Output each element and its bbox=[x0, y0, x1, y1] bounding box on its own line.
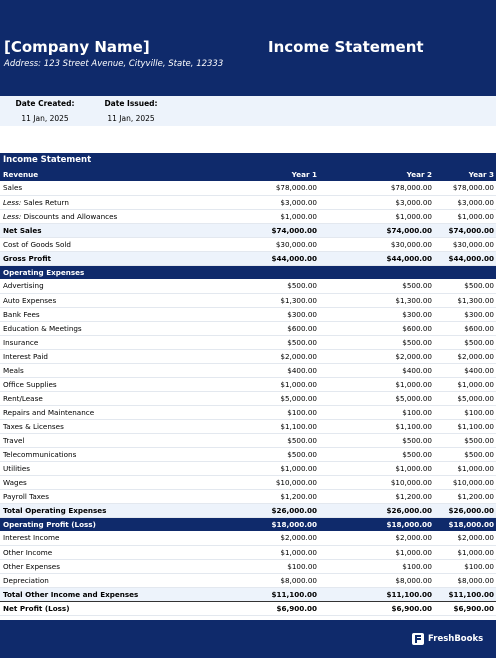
column-header-revenue: Revenue bbox=[0, 167, 204, 181]
row-label bbox=[0, 531, 204, 545]
year-3-value: $11,100.00 bbox=[434, 587, 496, 601]
year-1-value: $600.00 bbox=[204, 321, 319, 335]
row-label-text: Depreciation bbox=[3, 575, 49, 585]
row-label bbox=[0, 503, 204, 517]
row-label-text: Bank Fees bbox=[3, 309, 40, 319]
year-3-value: $10,000.00 bbox=[434, 475, 496, 489]
table-row bbox=[0, 447, 496, 461]
row-label-text: Auto Expenses bbox=[3, 295, 57, 305]
row-label-text: Cost of Goods Sold bbox=[3, 239, 71, 249]
year-2-value: $1,000.00 bbox=[319, 377, 434, 391]
year-1-value: $6,900.00 bbox=[204, 601, 319, 615]
year-2-value: $6,900.00 bbox=[319, 601, 434, 615]
total-operating-expenses-row bbox=[0, 503, 496, 517]
year-3-value: $1,100.00 bbox=[434, 419, 496, 433]
year-1-value: $500.00 bbox=[204, 447, 319, 461]
year-3-value: $1,000.00 bbox=[434, 461, 496, 475]
year-1-value: $2,000.00 bbox=[204, 349, 319, 363]
column-header-row bbox=[0, 167, 496, 181]
year-3-value: $26,000.00 bbox=[434, 503, 496, 517]
net-profit-row bbox=[0, 601, 496, 615]
row-label-text: Telecommunications bbox=[3, 449, 77, 459]
year-2-value: $2,000.00 bbox=[319, 531, 434, 545]
freshbooks-logo-icon bbox=[412, 633, 424, 645]
year-1-value: $44,000.00 bbox=[204, 251, 319, 265]
year-2-value: $30,000.00 bbox=[319, 237, 434, 251]
date-issued-label: Date Issued: bbox=[104, 99, 158, 108]
row-label bbox=[0, 461, 204, 475]
year-1-value: $11,100.00 bbox=[204, 587, 319, 601]
row-label-text: Rent/Lease bbox=[3, 393, 43, 403]
row-label-prefix: Less: bbox=[3, 197, 22, 207]
year-3-value: $500.00 bbox=[434, 335, 496, 349]
year-1-value: $100.00 bbox=[204, 405, 319, 419]
row-label bbox=[0, 489, 204, 503]
year-3-value: $500.00 bbox=[434, 447, 496, 461]
row-label bbox=[0, 405, 204, 419]
row-label-text: Wages bbox=[3, 477, 27, 487]
year-2-value: $1,100.00 bbox=[319, 419, 434, 433]
statement-grid bbox=[0, 167, 496, 616]
year-2-value: $5,000.00 bbox=[319, 391, 434, 405]
row-label bbox=[0, 433, 204, 447]
year-3-value: $300.00 bbox=[434, 307, 496, 321]
table-row bbox=[0, 433, 496, 447]
year-1-value: $1,000.00 bbox=[204, 209, 319, 223]
row-label-text: Net Profit (Loss) bbox=[3, 603, 70, 613]
table-row bbox=[0, 363, 496, 377]
brand-name: FreshBooks bbox=[428, 634, 484, 644]
row-label bbox=[0, 391, 204, 405]
year-3-value: $1,000.00 bbox=[434, 377, 496, 391]
row-label-text: Sales bbox=[3, 183, 23, 193]
year-2-value: $100.00 bbox=[319, 405, 434, 419]
year-1-value: $400.00 bbox=[204, 363, 319, 377]
year-3-value: $100.00 bbox=[434, 405, 496, 419]
table-row bbox=[0, 573, 496, 587]
year-2-value: $8,000.00 bbox=[319, 573, 434, 587]
year-3-value: $1,300.00 bbox=[434, 293, 496, 307]
year-2-value: $100.00 bbox=[319, 559, 434, 573]
date-created bbox=[0, 96, 90, 124]
year-3-value: $6,900.00 bbox=[434, 601, 496, 615]
income-statement-table bbox=[0, 153, 496, 616]
column-header-year-2: Year 2 bbox=[319, 167, 434, 181]
table-row bbox=[0, 377, 496, 391]
row-label-text: Payroll Taxes bbox=[3, 491, 49, 501]
year-2-value: $18,000.00 bbox=[319, 517, 434, 531]
year-2-value: $600.00 bbox=[319, 321, 434, 335]
year-1-value: $5,000.00 bbox=[204, 391, 319, 405]
table-row bbox=[0, 321, 496, 335]
year-1-value: $100.00 bbox=[204, 559, 319, 573]
row-label bbox=[0, 349, 204, 363]
row-label bbox=[0, 223, 204, 237]
year-2-value: $44,000.00 bbox=[319, 251, 434, 265]
table-row bbox=[0, 349, 496, 363]
table-row bbox=[0, 419, 496, 433]
row-label-text: Operating Profit (Loss) bbox=[3, 519, 96, 529]
row-label-text: Repairs and Maintenance bbox=[3, 407, 95, 417]
row-label bbox=[0, 517, 204, 531]
column-header-year-1: Year 1 bbox=[204, 167, 319, 181]
row-label bbox=[0, 447, 204, 461]
year-1-value: $3,000.00 bbox=[204, 195, 319, 209]
table-row bbox=[0, 461, 496, 475]
year-3-value: $2,000.00 bbox=[434, 531, 496, 545]
row-label bbox=[0, 475, 204, 489]
year-3-value: $500.00 bbox=[434, 433, 496, 447]
row-label bbox=[0, 363, 204, 377]
page-header bbox=[0, 0, 496, 96]
year-1-value: $1,000.00 bbox=[204, 377, 319, 391]
year-1-value: $1,200.00 bbox=[204, 489, 319, 503]
table-row bbox=[0, 545, 496, 559]
row-label-text: Discounts and Allowances bbox=[21, 211, 118, 221]
row-label-text: Total Other Income and Expenses bbox=[3, 589, 139, 599]
year-2-value: $1,200.00 bbox=[319, 489, 434, 503]
year-1-value: $30,000.00 bbox=[204, 237, 319, 251]
row-label bbox=[0, 237, 204, 251]
year-3-value: $1,200.00 bbox=[434, 489, 496, 503]
year-1-value: $300.00 bbox=[204, 307, 319, 321]
year-2-value: $300.00 bbox=[319, 307, 434, 321]
table-row bbox=[0, 279, 496, 293]
row-label bbox=[0, 335, 204, 349]
table-row bbox=[0, 405, 496, 419]
row-label bbox=[0, 209, 204, 223]
year-2-value: $1,000.00 bbox=[319, 461, 434, 475]
table-row bbox=[0, 209, 496, 223]
row-label bbox=[0, 251, 204, 265]
row-label bbox=[0, 573, 204, 587]
table-row bbox=[0, 475, 496, 489]
table-row bbox=[0, 391, 496, 405]
row-label bbox=[0, 545, 204, 559]
year-3-value: $30,000.00 bbox=[434, 237, 496, 251]
row-label-text: Interest Paid bbox=[3, 351, 48, 361]
row-label-text: Other Expenses bbox=[3, 561, 60, 571]
year-1-value: $74,000.00 bbox=[204, 223, 319, 237]
year-1-value: $8,000.00 bbox=[204, 573, 319, 587]
year-1-value: $1,100.00 bbox=[204, 419, 319, 433]
row-label bbox=[0, 293, 204, 307]
table-row bbox=[0, 293, 496, 307]
operating-profit-row bbox=[0, 517, 496, 531]
year-1-value: $78,000.00 bbox=[204, 181, 319, 195]
year-2-value: $26,000.00 bbox=[319, 503, 434, 517]
row-label bbox=[0, 587, 204, 601]
year-3-value: $1,000.00 bbox=[434, 545, 496, 559]
year-2-value: $3,000.00 bbox=[319, 195, 434, 209]
year-3-value: $5,000.00 bbox=[434, 391, 496, 405]
row-label-text: Education & Meetings bbox=[3, 323, 82, 333]
date-issued bbox=[86, 96, 176, 124]
year-2-value: $11,100.00 bbox=[319, 587, 434, 601]
table-row bbox=[0, 559, 496, 573]
table-row bbox=[0, 195, 496, 209]
year-3-value: $2,000.00 bbox=[434, 349, 496, 363]
year-3-value: $500.00 bbox=[434, 279, 496, 293]
row-label-prefix: Less: bbox=[3, 211, 22, 221]
date-issued-value: 11 Jan, 2025 bbox=[107, 114, 155, 123]
year-1-value: $2,000.00 bbox=[204, 531, 319, 545]
row-label-text: Travel bbox=[3, 435, 25, 445]
operating-expenses-heading bbox=[0, 265, 496, 279]
row-label-text: Other Income bbox=[3, 547, 53, 557]
year-2-value: $74,000.00 bbox=[319, 223, 434, 237]
year-2-value: $500.00 bbox=[319, 335, 434, 349]
row-label bbox=[0, 307, 204, 321]
year-3-value: $74,000.00 bbox=[434, 223, 496, 237]
year-1-value: $1,000.00 bbox=[204, 461, 319, 475]
gross-profit-row bbox=[0, 251, 496, 265]
year-1-value: $18,000.00 bbox=[204, 517, 319, 531]
row-label bbox=[0, 601, 204, 615]
year-3-value: $78,000.00 bbox=[434, 181, 496, 195]
total-other-row bbox=[0, 587, 496, 601]
row-label-text: Net Sales bbox=[3, 225, 42, 235]
year-3-value: $44,000.00 bbox=[434, 251, 496, 265]
year-2-value: $1,000.00 bbox=[319, 545, 434, 559]
year-3-value: $400.00 bbox=[434, 363, 496, 377]
row-label-text: Advertising bbox=[3, 281, 44, 291]
table-row bbox=[0, 335, 496, 349]
year-1-value: $500.00 bbox=[204, 335, 319, 349]
year-1-value: $500.00 bbox=[204, 279, 319, 293]
year-1-value: $10,000.00 bbox=[204, 475, 319, 489]
year-2-value: $1,000.00 bbox=[319, 209, 434, 223]
year-3-value: $18,000.00 bbox=[434, 517, 496, 531]
row-label bbox=[0, 195, 204, 209]
row-label-text: Total Operating Expenses bbox=[3, 505, 107, 515]
year-3-value: $3,000.00 bbox=[434, 195, 496, 209]
date-created-label: Date Created: bbox=[15, 99, 75, 108]
row-label-text: Gross Profit bbox=[3, 253, 51, 263]
column-header-year-3: Year 3 bbox=[434, 167, 496, 181]
cogs-row bbox=[0, 237, 496, 251]
section-title: Operating Expenses bbox=[0, 265, 496, 279]
year-1-value: $500.00 bbox=[204, 433, 319, 447]
table-row bbox=[0, 531, 496, 545]
year-2-value: $500.00 bbox=[319, 447, 434, 461]
row-label bbox=[0, 377, 204, 391]
company-address: Address: 123 Street Avenue, Cityville, State, 12333 bbox=[4, 59, 224, 69]
row-label bbox=[0, 321, 204, 335]
table-row bbox=[0, 307, 496, 321]
row-label bbox=[0, 559, 204, 573]
year-2-value: $400.00 bbox=[319, 363, 434, 377]
date-band bbox=[0, 96, 496, 126]
date-created-value: 11 Jan, 2025 bbox=[21, 114, 69, 123]
row-label-text: Meals bbox=[3, 365, 24, 375]
table-row bbox=[0, 489, 496, 503]
page-footer bbox=[0, 620, 496, 658]
row-label bbox=[0, 181, 204, 195]
statement-title: Income Statement bbox=[0, 153, 496, 167]
year-2-value: $500.00 bbox=[319, 433, 434, 447]
row-label-text: Insurance bbox=[3, 337, 39, 347]
row-label-text: Utilities bbox=[3, 463, 31, 473]
year-3-value: $1,000.00 bbox=[434, 209, 496, 223]
statement-body bbox=[0, 167, 496, 615]
row-label-text: Interest Income bbox=[3, 533, 60, 543]
table-row bbox=[0, 181, 496, 195]
row-label bbox=[0, 279, 204, 293]
brand bbox=[412, 632, 483, 646]
year-3-value: $100.00 bbox=[434, 559, 496, 573]
row-label bbox=[0, 419, 204, 433]
document-title: Income Statement bbox=[268, 38, 424, 56]
year-1-value: $1,000.00 bbox=[204, 545, 319, 559]
year-1-value: $1,300.00 bbox=[204, 293, 319, 307]
row-label-text: Sales Return bbox=[21, 197, 69, 207]
year-3-value: $8,000.00 bbox=[434, 573, 496, 587]
year-2-value: $10,000.00 bbox=[319, 475, 434, 489]
year-2-value: $2,000.00 bbox=[319, 349, 434, 363]
net-sales-row bbox=[0, 223, 496, 237]
row-label-text: Office Supplies bbox=[3, 379, 57, 389]
row-label-text: Taxes & Licenses bbox=[3, 421, 64, 431]
year-1-value: $26,000.00 bbox=[204, 503, 319, 517]
year-3-value: $600.00 bbox=[434, 321, 496, 335]
company-name: [Company Name] bbox=[4, 38, 150, 56]
year-2-value: $1,300.00 bbox=[319, 293, 434, 307]
year-2-value: $78,000.00 bbox=[319, 181, 434, 195]
year-2-value: $500.00 bbox=[319, 279, 434, 293]
